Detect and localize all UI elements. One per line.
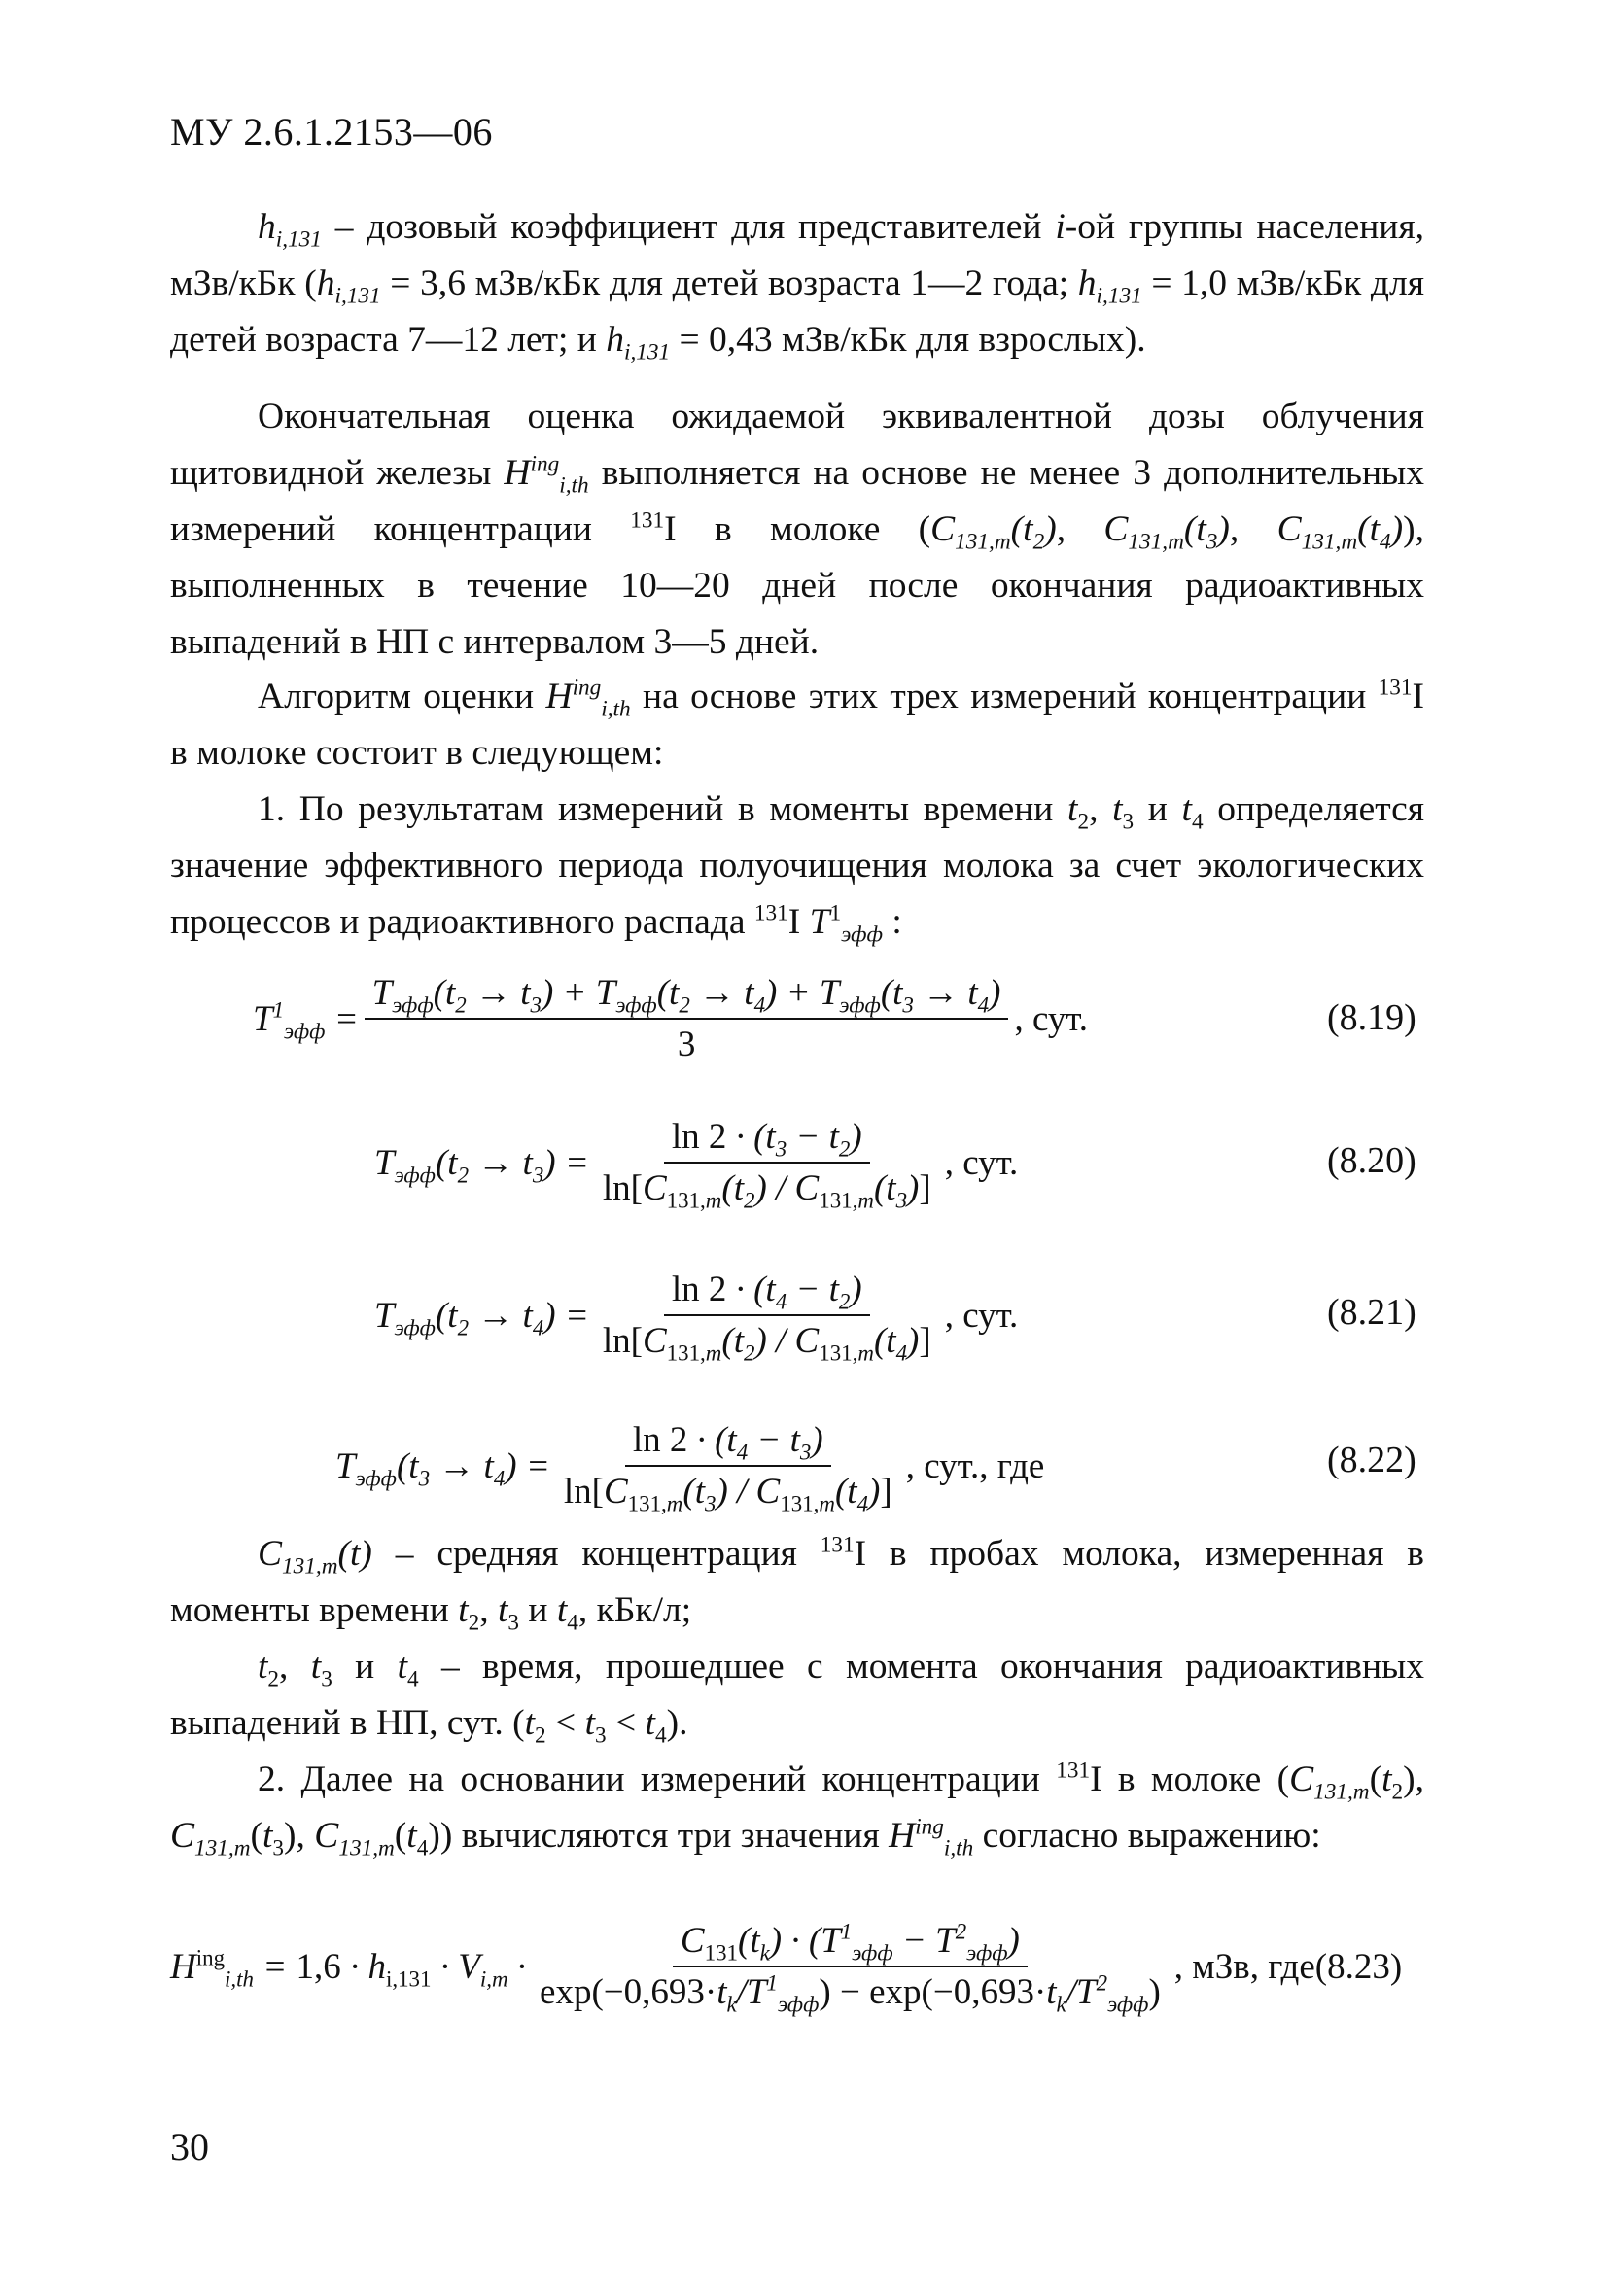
equation-number: (8.23) [1314, 1946, 1403, 1987]
paragraph-definitions: $C_{131,m}(t)$ – средняя концентрация $^{131}$I в пробах молока, измеренная в моменты времени $t_2$, $t_3$ и $t_4$, кБк/л; $t_2$, $t_3$ и $t_4$ – время, прошедшее с момента окончания радиоактивных выпадений в НП, сут. $(t_2 < t_3 < t_4)$. 2. Далее на основании измерений концентрации $^{131}$I в молоке ($C_{131,m}(t_2)$, $C_{131,m}(t_3)$, $C_{131,m}(t_4)$) вычисляются три значения $H^{ing}_{i,th}$ согласно выражению: [170, 1532, 1424, 1861]
paragraph-algorithm: Алгоритм оценки $H^{ing}_{i,th}$ на основе этих трех измерений концентрации $^{131}$I в молоке состоит в следующем: 1. По результатам измерений в моменты времени $t_2$, $t_3$ и $t_4$ определяется значение эффективного периода полуочищения молока за счет экологических процессов и радиоактивного распада $^{131}$I $T^1_{эфф}$ : [170, 675, 1425, 948]
unit-days: , сут. [944, 1295, 1019, 1336]
equation-number: (8.22) [1327, 1440, 1416, 1480]
equation-8-22: $T_{эфф}(t_3 \to t_4)$ = $\frac{\ln 2 \cdot (t_4 - t_3)}{\ln[C_{131,m}(t_3) / C_{131,m}(t_4)]}$ , сут., где [335, 1420, 1045, 1516]
equation-8-21: $T_{эфф}(t_2 \to t_4)$ = $\frac{\ln 2 \cdot (t_4 - t_2)}{\ln[C_{131,m}(t_2) / C_{131,m}(t_4)]}$ , сут. [374, 1270, 1019, 1366]
unit-days: , сут. [1014, 998, 1089, 1039]
running-header: МУ 2.6.1.2153—06 [170, 110, 493, 154]
unit-msv-where: , мЗв, где [1173, 1946, 1315, 1987]
page-number: 30 [170, 2125, 209, 2169]
equation-8-23: $H^{ing}_{i,th} = 1,6 \cdot h_{i,131} \cdot V_{i,m}$ · $\frac{C_{131}(t_k) \cdot (T^1_{эфф} - T^2_{эфф})}{\exp(-0,693\cdot t_k/T^1_{эфф}) - \exp(-0,693\cdot t_k/T^2_{эфф})}$ , мЗв, где (8.23) [170, 1919, 1403, 2017]
equation-number: (8.19) [1327, 997, 1416, 1038]
paragraph-dose-coefficient: $h_{i,131}$ – дозовый коэффициент для представителей i-ой группы населения, мЗв/кБк ($h_{i,131} = 3,6$ мЗв/кБк для детей возраста 1—2 года; $h_{i,131} = 1,0$ мЗв/кБк для детей возраста 7—12 лет; и $h_{i,131} = 0,43$ мЗв/кБк для взрослых). [170, 207, 1424, 365]
equation-number: (8.20) [1327, 1140, 1416, 1181]
unit-days-where: , сут., где [905, 1445, 1045, 1486]
paragraph-final-estimate: Окончательная оценка ожидаемой эквивалентной дозы облучения щитовидной железы $H^{ing}_{i,th}$ выполняется на основе не менее 3 дополнительных измерений концентрации $^{131}$I в молоке ($C_{131,m}(t_2)$, $C_{131,m}(t_3)$, $C_{131,m}(t_4)$), выполненных в течение 10—20 дней после окончания радиоактивных выпадений в НП с интервалом 3—5 дней. [170, 397, 1425, 662]
equation-8-19: $T^1_{эфф}$ = $\frac{T_{эфф}(t_2 \to t_3) + T_{эфф}(t_2 \to t_4) + T_{эфф}(t_3 \to t_4)}{3}$ , сут. [253, 973, 1089, 1064]
equation-8-20: $T_{эфф}(t_2 \to t_3)$ = $\frac{\ln 2 \cdot (t_3 - t_2)}{\ln[C_{131,m}(t_2) / C_{131,m}(t_3)]}$ , сут. [374, 1117, 1019, 1213]
equation-number: (8.21) [1327, 1292, 1416, 1333]
unit-days: , сут. [944, 1142, 1019, 1183]
denominator-three: 3 [677, 1025, 696, 1064]
